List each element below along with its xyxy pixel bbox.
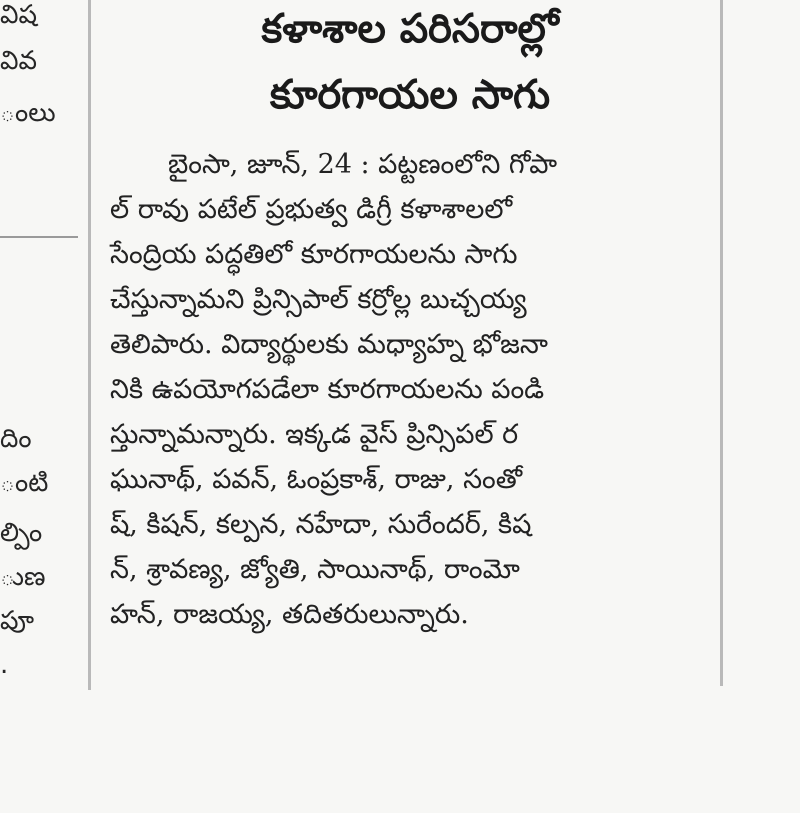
article-body-line: బైంసా, జూన్, 24 : పట్టణంలోని గోపా <box>168 149 558 180</box>
left-text-fragment: ల్పిం <box>0 518 43 548</box>
left-text-fragment: దిం <box>0 424 32 454</box>
left-text-fragment: వివ <box>0 46 37 76</box>
column-rule-right <box>720 0 723 686</box>
article-body-line: ల్ రావు పటేల్ ప్రభుత్వ డిగ్రీ కళాశాలలో <box>110 194 513 225</box>
left-text-fragment: ంటి <box>0 468 49 498</box>
article-body-line: తెలిపారు. విద్యార్థులకు మధ్యాహ్న భోజనా <box>110 329 548 360</box>
article-body-line: సేంద్రియ పద్ధతిలో కూరగాయలను సాగు <box>110 239 518 270</box>
article-body-line: ఘునాథ్, పవన్, ఓంప్రకాశ్, రాజు, సంతో <box>110 464 523 495</box>
left-text-fragment: పూ <box>0 606 35 636</box>
left-text-fragment: విష <box>0 0 38 30</box>
article-headline-line-1: కళాశాల పరిసరాల్లో <box>261 6 559 52</box>
article-body-line: ష్, కిషన్, కల్పన, నహేదా, సురేందర్, కిష <box>110 509 532 540</box>
left-text-fragment: . <box>0 650 9 680</box>
article-body-line: న్, శ్రావణ్య, జ్యోతి, సాయినాథ్, రాంమో <box>110 554 520 585</box>
article-body-line: చేస్తున్నామని ప్రిన్సిపాల్ కర్రోల్ల బుచ్చయ్య <box>110 284 527 315</box>
left-text-fragment: ుణ <box>0 562 46 592</box>
article-body-line: స్తున్నామన్నారు. ఇక్కడ వైస్ ప్రిన్సిపల్ ర <box>110 419 519 450</box>
article-headline-line-2: కూరగాయల సాగు <box>269 72 551 118</box>
column-rule-left <box>88 0 91 690</box>
article-body-line: నికి ఉపయోగపడేలా కూరగాయలను పండి <box>110 374 545 405</box>
left-text-fragment: ంలు <box>0 98 56 128</box>
article-body-line: హన్, రాజయ్య, తదితరులున్నారు. <box>110 599 469 630</box>
column-separator-horizontal <box>0 236 78 238</box>
